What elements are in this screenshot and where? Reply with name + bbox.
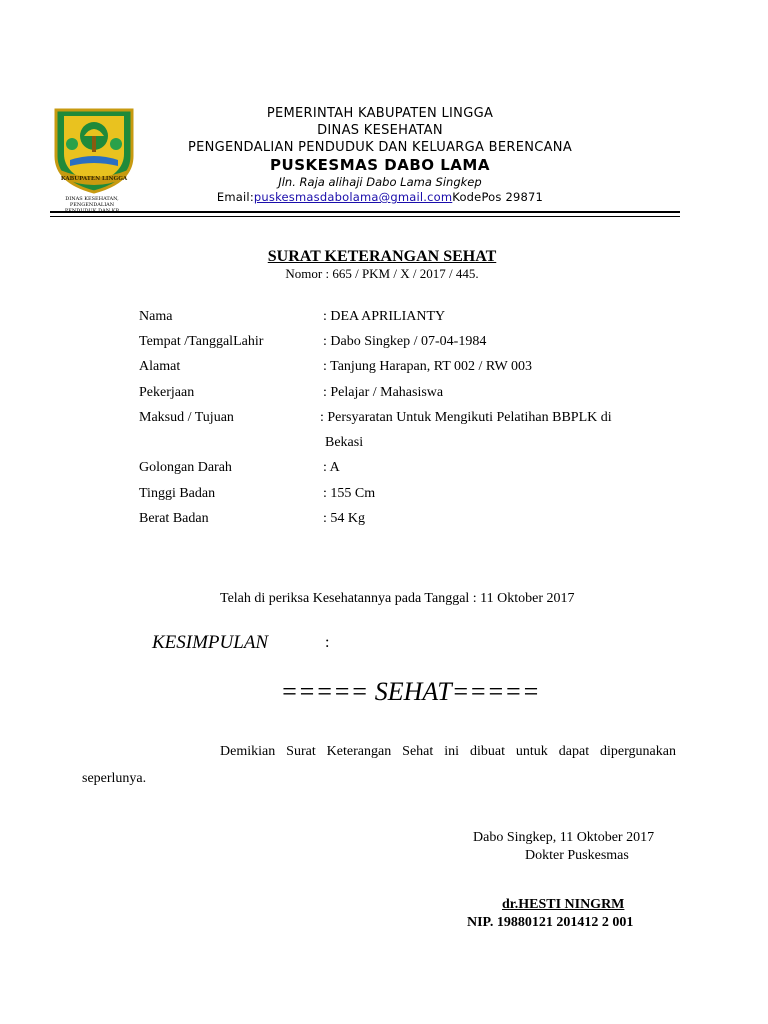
field-label-occupation: Pekerjaan: [139, 385, 195, 400]
header-divider-thin: [50, 216, 680, 217]
header-contact: [160, 190, 600, 204]
field-value-purpose-cont: Bekasi: [325, 435, 364, 450]
regency-logo: [50, 104, 138, 196]
field-value-blood: : A: [323, 460, 340, 475]
field-value-birth: : Dabo Singkep / 07-04-1984: [323, 334, 487, 349]
field-label-nama: Nama: [139, 309, 173, 324]
document-title: SURAT KETERANGAN SEHAT: [267, 248, 497, 265]
closing-paragraph: Demikian Surat Keterangan Sehat ini dibuat untuk dapat dipergunakan seperlunya.: [82, 744, 676, 786]
email-link[interactable]: puskesmasdabolama@gmail.com: [253, 190, 453, 204]
field-label-purpose: Maksud / Tujuan: [139, 410, 234, 425]
exam-statement: Telah di periksa Kesehatannya pada Tanggal : 11 Oktober 2017: [220, 591, 575, 606]
signature-place-date: Dabo Singkep, 11 Oktober 2017: [473, 830, 655, 845]
email-label: Email:: [216, 190, 254, 204]
field-value-nama: : DEA APRILIANTY: [323, 309, 446, 324]
document-number: Nomor : 665 / PKM / X / 2017 / 445.: [285, 266, 479, 281]
header-address: Jln. Raja alihaji Dabo Lama Singkep: [278, 175, 482, 189]
signature-role: Dokter Puskesmas: [525, 848, 629, 863]
field-value-height: : 155 Cm: [323, 486, 376, 501]
conclusion-result: ===== SEHAT=====: [280, 677, 540, 706]
logo-caption-line: DINAS KESEHATAN,: [65, 196, 119, 202]
field-value-occupation: : Pelajar / Mahasiswa: [323, 385, 444, 400]
logo-banner-text: KABUPATEN LINGGA: [60, 176, 128, 182]
field-value-address: : Tanjung Harapan, RT 002 / RW 003: [323, 359, 532, 374]
field-label-height: Tinggi Badan: [139, 486, 216, 501]
field-label-weight: Berat Badan: [139, 511, 209, 526]
logo-caption-line: PENGENDALIAN: [69, 202, 115, 208]
conclusion-label: KESIMPULAN: [152, 632, 269, 653]
conclusion-colon: :: [325, 634, 330, 651]
logo-caption-line: PENDUDUK DAN KB: [64, 208, 120, 214]
header-division: PENGENDALIAN PENDUDUK DAN KELUARGA BERENCANA: [187, 140, 573, 155]
field-label-blood: Golongan Darah: [139, 460, 232, 475]
signature-nip: NIP. 19880121 201412 2 001: [467, 915, 634, 930]
field-value-weight: : 54 Kg: [323, 511, 365, 526]
header-divider-thick: [50, 211, 680, 213]
field-label-address: Alamat: [139, 359, 181, 374]
header-org-name: PUSKESMAS DABO LAMA: [270, 156, 490, 174]
field-label-birth: Tempat /TanggalLahir: [139, 334, 264, 349]
header-department: DINAS KESEHATAN: [317, 123, 443, 138]
field-value-purpose: : Persyaratan Untuk Mengikuti Pelatihan BBPLK di: [320, 410, 612, 425]
header-government: PEMERINTAH KABUPATEN LINGGA: [266, 106, 494, 121]
signature-name: dr.HESTI NINGRM: [502, 897, 625, 912]
postcode: KodePos 29871: [452, 190, 544, 204]
